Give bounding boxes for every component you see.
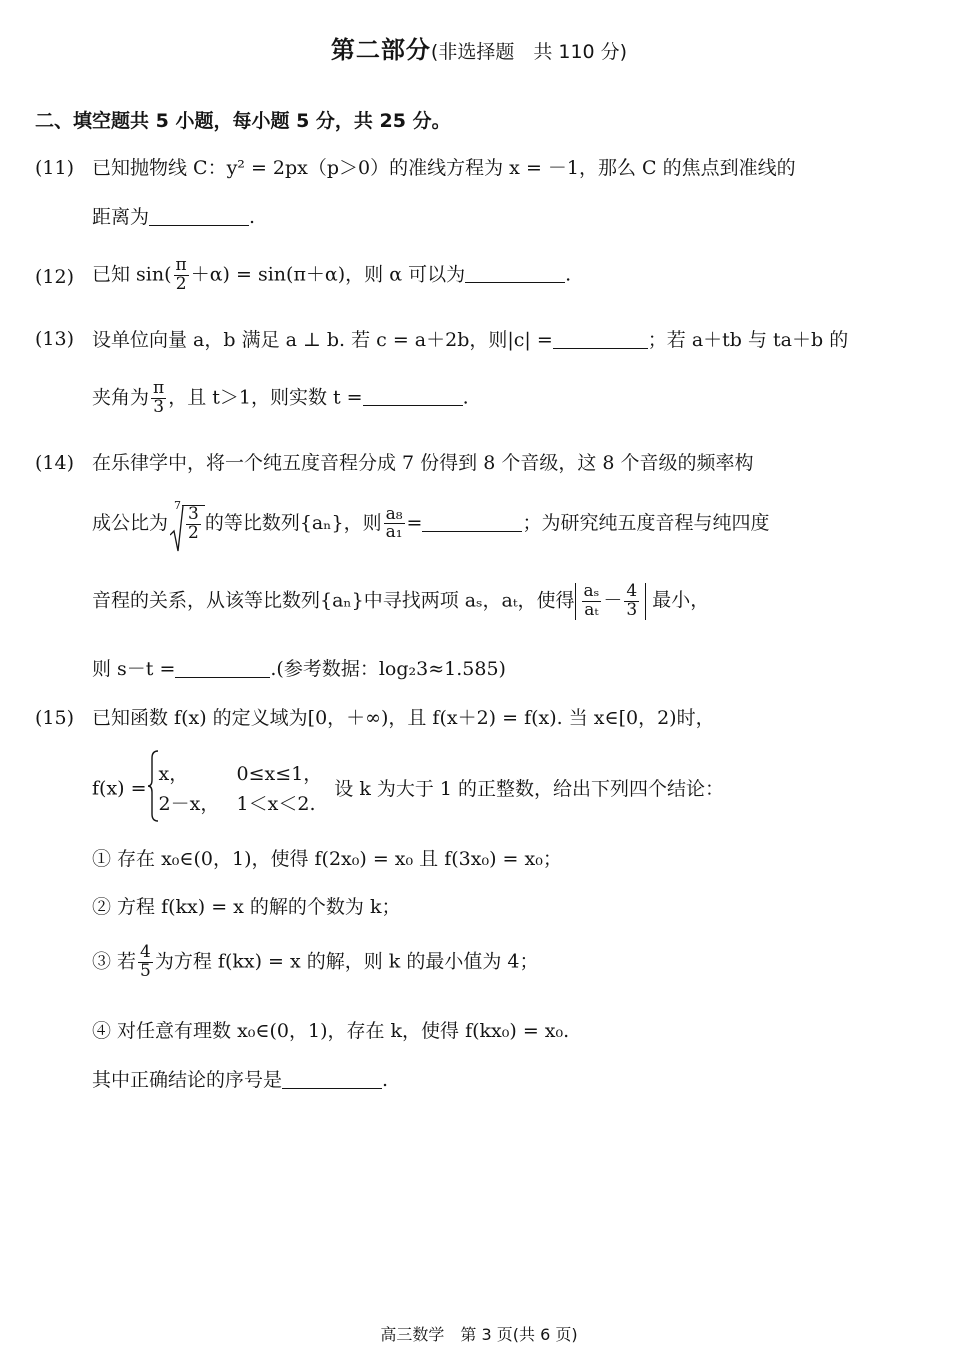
fraction-denominator: 3 — [153, 396, 165, 417]
case-2-expression: 2－x， — [158, 792, 220, 815]
fraction-denominator: 3 — [626, 599, 638, 620]
seventh-root — [174, 499, 205, 543]
question-12-prefix: 已知 sin( — [92, 263, 172, 286]
question-13-line2: 夹角为 $\frac{\pi}{3}$ ，且 t＞1，则实数 t = . — [92, 378, 469, 417]
fraction-denominator: 5 — [140, 960, 151, 981]
fraction-pi-over-2 — [174, 257, 189, 294]
fraction-denominator: a₁ — [385, 522, 403, 543]
question-12-number: (12) — [35, 266, 75, 288]
conclusion-1: ① 存在 x₀∈(0，1)，使得 f(2x₀) = x₀ 且 f(3x₀) = x₀； — [92, 848, 562, 870]
question-15-final: 其中正确结论的序号是 . — [92, 1069, 389, 1091]
case-1-condition: 0≤x≤1， — [236, 762, 323, 785]
question-13-line1-b: ；若 a＋tb 与 ta＋b 的 — [647, 329, 849, 351]
question-15-number: (15) — [35, 707, 75, 729]
answer-blank-11[interactable] — [149, 205, 249, 226]
part-title — [0, 30, 958, 65]
fraction-pi-over-3 — [151, 380, 166, 417]
fraction-numerator: π — [153, 378, 165, 398]
conclusion-3-a: ③ 若 — [92, 950, 137, 973]
question-14-line2-b: 的等比数列{aₙ}，则 — [204, 511, 382, 534]
fraction-as-over-at — [582, 583, 602, 620]
question-11-line2: 距离为 . — [92, 206, 256, 228]
question-11-number: (11) — [35, 157, 75, 179]
question-14-number: (14) — [35, 452, 75, 474]
question-13-line2-a: 夹角为 — [92, 386, 150, 409]
question-12-line: 已知 sin( $\frac{\pi}{2}$ ＋α) = sin(π＋α)，则 α 可以为 . — [92, 255, 572, 294]
question-14-line3-a: 音程的关系，从该等比数列{aₙ}中寻找两项 aₛ，aₜ，使得 — [92, 589, 575, 612]
fraction-4-over-3 — [624, 583, 639, 620]
question-12-rest: ＋α) = sin(π＋α)，则 α 可以为 — [190, 263, 466, 286]
question-15-final-text: 其中正确结论的序号是 — [92, 1069, 283, 1091]
piecewise-fx: f(x) = — [92, 777, 147, 800]
question-14-line3 — [92, 583, 709, 620]
left-brace-icon — [147, 750, 159, 828]
fraction-denominator: aₜ — [584, 599, 599, 620]
question-14-line3-b: 最小， — [652, 589, 710, 612]
answer-blank-14a[interactable] — [422, 511, 522, 532]
fraction-denominator: 2 — [175, 273, 187, 294]
question-14-line2 — [92, 499, 770, 543]
fraction-numerator: a₈ — [385, 503, 403, 524]
section-heading: 二、填空题共 5 小题，每小题 5 分，共 25 分。 — [35, 110, 451, 132]
answer-blank-14b[interactable] — [175, 657, 270, 678]
question-14-eq: = — [406, 511, 423, 534]
answer-blank-15[interactable] — [282, 1068, 382, 1089]
answer-blank-13a[interactable] — [553, 328, 648, 349]
fraction-numerator: π — [175, 255, 187, 275]
question-14-line4-b: .(参考数据：log₂3≈1.585) — [270, 658, 506, 680]
fraction-denominator: 2 — [188, 522, 199, 543]
conclusion-3-b: 为方程 f(kx) = x 的解，则 k 的最小值为 4； — [154, 950, 539, 973]
question-15-line1: 已知函数 f(x) 的定义域为[0，＋∞)，且 f(x＋2) = f(x). 当 x∈[0，2)时， — [92, 707, 715, 729]
minus-sign: － — [603, 589, 623, 612]
question-13-line2-b: ，且 t＞1，则实数 t = — [168, 386, 363, 409]
root-fraction — [186, 506, 201, 543]
fraction-numerator: 4 — [140, 942, 151, 962]
question-13-line1 — [92, 328, 848, 352]
question-14-line4 — [92, 657, 506, 681]
case-row-2 — [159, 789, 323, 819]
fraction-numerator: 4 — [626, 581, 638, 601]
part-title-sub: (非选择题 共 110 分) — [430, 41, 628, 63]
conclusion-3 — [92, 944, 538, 981]
fraction-numerator: 3 — [188, 504, 199, 524]
fraction-numerator: aₛ — [583, 581, 600, 601]
question-14-line4-a: 则 s－t = — [92, 658, 176, 680]
answer-blank-13b[interactable] — [363, 385, 463, 406]
question-13-line1-a: 设单位向量 a，b 满足 a ⊥ b. 若 c = a＋2b，则|c| = — [92, 329, 553, 351]
question-14-line1: 在乐律学中，将一个纯五度音程分成 7 份得到 8 个音级，这 8 个音级的频率构 — [92, 452, 754, 474]
question-11-line2-text: 距离为 — [92, 206, 150, 228]
conclusion-4: ④ 对任意有理数 x₀∈(0，1)，存在 k，使得 f(kx₀) = x₀. — [92, 1020, 570, 1042]
part-title-main: 第二部分 — [330, 36, 431, 64]
case-1-expression: x， — [158, 762, 189, 785]
question-14-line2-a: 成公比为 — [92, 511, 169, 534]
page-footer: 高三数学 第 3 页(共 6 页) — [380, 1325, 578, 1344]
question-13-number: (13) — [35, 328, 75, 350]
piecewise-cases — [159, 759, 323, 820]
conclusion-2: ② 方程 f(kx) = x 的解的个数为 k； — [92, 896, 401, 918]
root-index: 7 — [174, 499, 182, 512]
answer-blank-12[interactable] — [465, 262, 565, 283]
case-row-1 — [159, 759, 323, 789]
radical-sign-icon — [170, 505, 184, 553]
absolute-value-expression — [575, 583, 647, 620]
fraction-4-over-5 — [138, 944, 153, 981]
fraction-a8-over-a1 — [384, 503, 405, 543]
question-15-piecewise — [92, 750, 724, 828]
question-15-after-cases: 设 k 为大于 1 的正整数，给出下列四个结论： — [334, 777, 725, 800]
question-14-line2-c: ；为研究纯五度音程与纯四度 — [522, 511, 770, 534]
case-2-condition: 1＜x＜2. — [236, 792, 316, 815]
question-11-line1: 已知抛物线 C：y² = 2px（p＞0）的准线方程为 x = －1，那么 C 的焦点到准线的 — [92, 157, 796, 179]
